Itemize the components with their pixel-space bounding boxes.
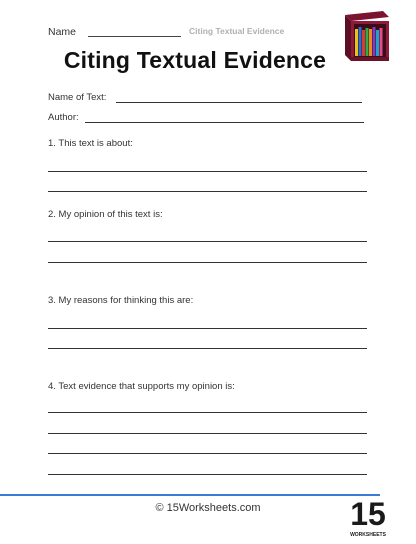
footer-divider — [0, 494, 380, 496]
name-of-text-label: Name of Text: — [48, 92, 107, 103]
author-label: Author: — [48, 112, 79, 123]
logo-number: 15 — [350, 496, 386, 532]
answer-line[interactable] — [48, 453, 367, 454]
answer-line[interactable] — [48, 191, 367, 192]
answer-line[interactable] — [48, 433, 367, 434]
question-2-label: 2. My opinion of this text is: — [48, 209, 163, 220]
logo-word: WORKSHEETS — [350, 532, 386, 538]
footer-copyright: © 15Worksheets.com — [155, 502, 261, 514]
answer-line[interactable] — [48, 328, 367, 329]
page-title: Citing Textual Evidence — [63, 47, 327, 73]
answer-line[interactable] — [48, 474, 367, 475]
answer-line[interactable] — [48, 348, 367, 349]
name-label: Name — [48, 26, 77, 38]
brand-logo[interactable] — [348, 495, 388, 539]
name-of-text-line[interactable] — [116, 102, 362, 103]
brand-logo-icon — [348, 495, 388, 539]
answer-line[interactable] — [48, 412, 367, 413]
answer-line[interactable] — [48, 171, 367, 172]
answer-line[interactable] — [48, 241, 367, 242]
question-4-label: 4. Text evidence that supports my opinion is: — [48, 381, 235, 392]
header-subtitle: Citing Textual Evidence — [189, 26, 285, 36]
question-1-label: 1. This text is about: — [48, 138, 133, 149]
answer-line[interactable] — [48, 262, 367, 263]
question-3-label: 3. My reasons for thinking this are: — [48, 295, 194, 306]
author-line[interactable] — [85, 122, 364, 123]
name-write-line[interactable] — [88, 36, 181, 37]
